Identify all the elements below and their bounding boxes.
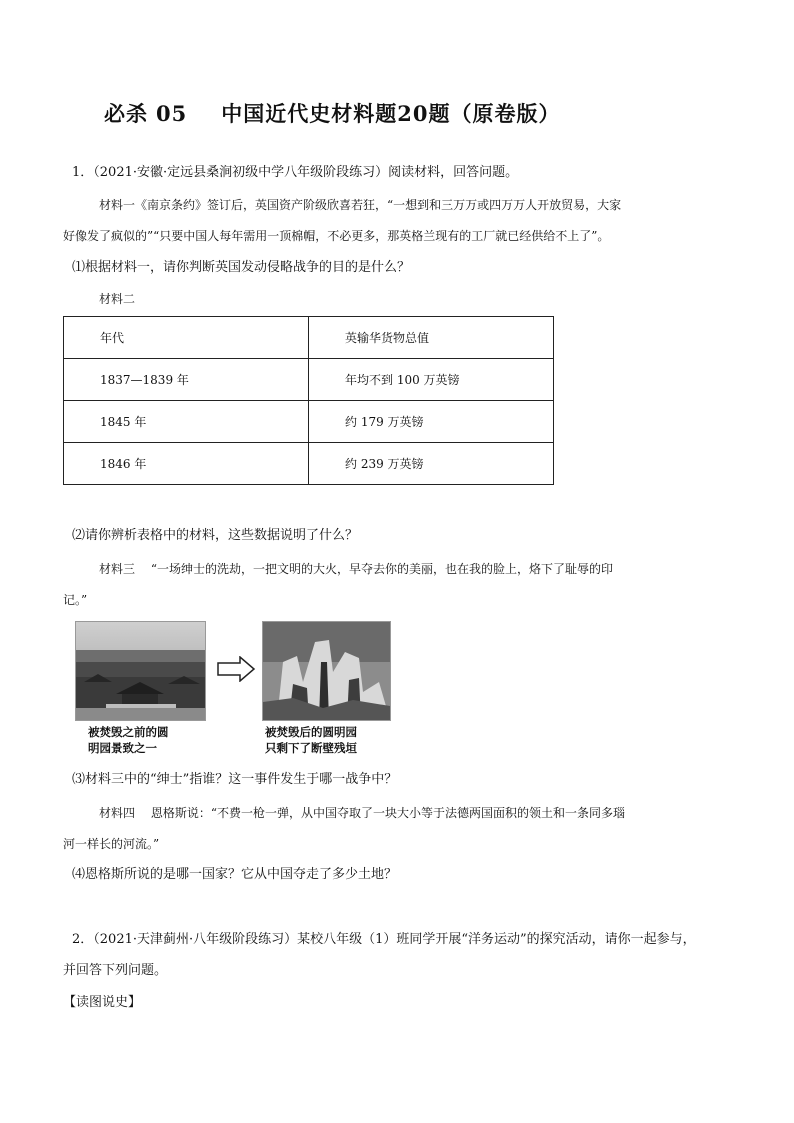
table-row [64, 401, 554, 443]
photo1-caption-line1: 被焚毁之前的圆 [88, 725, 169, 739]
photo1-caption-line2: 明园景致之一 [88, 741, 157, 755]
title-code: 05 [156, 101, 188, 126]
q1-sub-question-1: ⑴根据材料一，请你判断英国发动侵略战争的目的是什么？ [72, 260, 411, 275]
table-header-row [64, 317, 554, 359]
yuanmingyuan-before-photo [75, 621, 206, 721]
yuanmingyuan-ruins-photo [262, 621, 391, 721]
q1-material3-line1: 材料三 “一场绅士的洗劫，一把文明的大火，早夺去你的美丽，也在我的脸上，烙下了耻辱的印 [99, 562, 613, 576]
trade-value-table [63, 316, 554, 485]
q1-material1-line2: 好像发了疯似的”“只要中国人每年需用一顶棉帽，不必更多，那英格兰现有的工厂就已经供给不上了”。 [63, 229, 610, 243]
q1-material2-label: 材料二 [99, 292, 136, 306]
table-cell: 1846 年 [64, 443, 309, 485]
q1-sub-question-3: ⑶材料三中的“绅士”指谁？这一事件发生于哪一战争中？ [72, 772, 398, 787]
q1-sub-question-4: ⑷恩格斯所说的是哪一国家？它从中国夺走了多少土地？ [72, 867, 398, 882]
photo2-caption-line2: 只剩下了断壁残垣 [265, 741, 357, 755]
q1-material4-line1: 材料四 恩格斯说：“不费一枪一弹，从中国夺取了一块大小等于法德两国面积的领土和一条同多瑙 [99, 806, 625, 820]
table-header-cell: 年代 [64, 317, 309, 359]
q2-section-heading: 【读图说史】 [63, 995, 142, 1010]
title-prefix: 必杀 [104, 101, 148, 126]
q1-material3-line2: 记。” [63, 593, 88, 607]
table-row [64, 443, 554, 485]
table-cell: 年均不到 100 万英镑 [309, 359, 554, 401]
table-cell: 约 179 万英镑 [309, 401, 554, 443]
table-header-cell: 英输华货物总值 [309, 317, 554, 359]
table-cell: 约 239 万英镑 [309, 443, 554, 485]
table-cell: 1845 年 [64, 401, 309, 443]
q1-material4-line2: 河一样长的河流。” [63, 837, 160, 851]
q1-sub-question-2: ⑵请你辨析表格中的材料，这些数据说明了什么？ [72, 528, 359, 543]
title-main: 中国近代史材料题20题（原卷版） [221, 101, 561, 126]
q2-header-line1: 2．（2021·天津蓟州·八年级阶段练习）某校八年级（1）班同学开展“洋务运动”的探究活动，请你一起参与， [72, 932, 696, 947]
q1-header: 1．（2021·安徽·定远县桑涧初级中学八年级阶段练习）阅读材料，回答问题。 [72, 165, 519, 180]
q1-material1-line1: 材料一《南京条约》签订后，英国资产阶级欣喜若狂，“一想到和三万万或四万万人开放贸易，大家 [99, 198, 622, 212]
table-row [64, 359, 554, 401]
photo2-caption-line1: 被焚毁后的圆明园 [265, 725, 357, 739]
page-title [104, 98, 560, 128]
q2-header-line2: 并回答下列问题。 [63, 963, 168, 978]
arrow-right-icon [216, 656, 256, 682]
table-cell: 1837—1839 年 [64, 359, 309, 401]
